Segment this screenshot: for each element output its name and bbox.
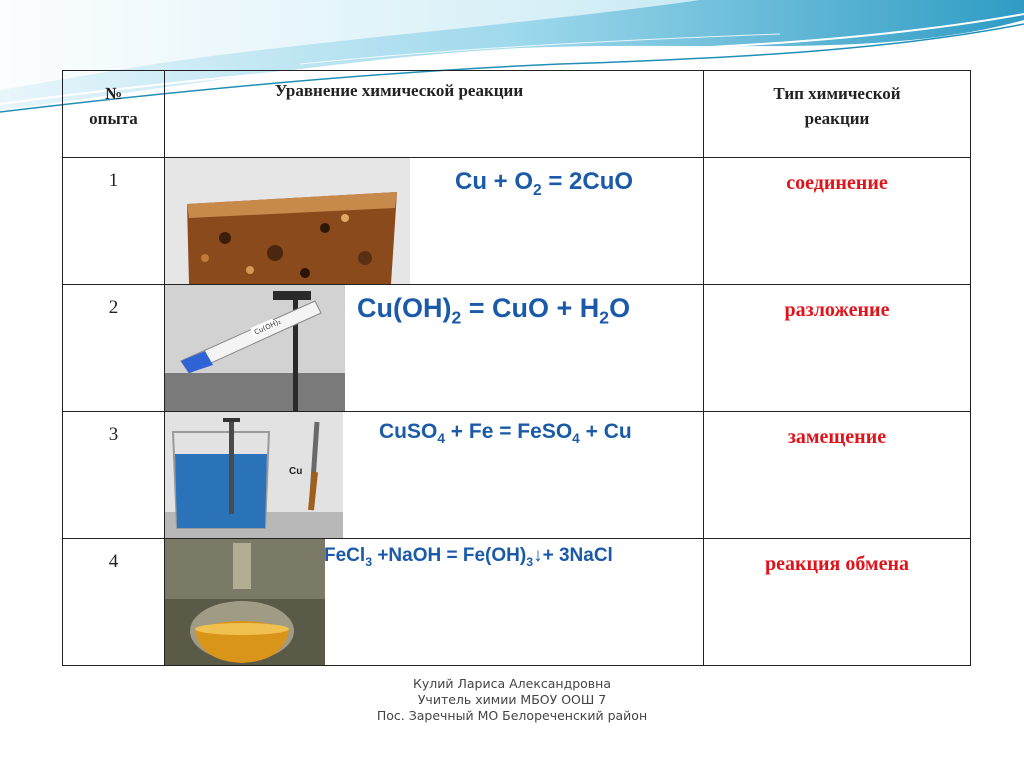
equation-text: [455, 168, 633, 200]
row-number-cell: [63, 539, 165, 666]
copper-plate-photo: [165, 158, 410, 284]
row-number: 4: [108, 551, 119, 572]
equation-part: Cu(OH): [357, 293, 452, 323]
row-type-cell: [704, 539, 971, 666]
reaction-type-label: реакция обмена: [764, 553, 909, 575]
header-type-line1: Тип химической: [773, 84, 901, 103]
equation-part: = 2CuO: [541, 168, 634, 195]
equation-part: Cu + O: [455, 168, 534, 195]
header-type-cell: [704, 71, 971, 158]
equation-part: + Fe = FeSO: [444, 420, 573, 443]
header-number-symbol: №: [104, 84, 123, 103]
table-header-row: [63, 71, 971, 158]
table-row: [63, 539, 971, 666]
tube-label: Cu(OH)₂: [253, 317, 283, 337]
equation-subscript: 2: [451, 307, 462, 328]
header-type-line2: реакции: [804, 109, 870, 128]
nail-in-solution-photo: [165, 412, 343, 538]
equation-part: + Cu: [579, 420, 632, 443]
equation-subscript: 3: [526, 554, 534, 569]
equation-part: O: [609, 293, 631, 323]
row-number-cell: [63, 285, 165, 412]
row-number: 1: [108, 170, 119, 191]
row-type-cell: [704, 285, 971, 412]
row-type-cell: [704, 158, 971, 285]
table-row: [63, 412, 971, 539]
reaction-type-label: замещение: [787, 426, 887, 448]
equation-text: [357, 293, 630, 328]
table-row: [63, 285, 971, 412]
table-row: [63, 158, 971, 285]
equation-subscript: 4: [437, 431, 445, 447]
flask-precipitate-photo: [165, 539, 325, 665]
equation-part: FeCl: [324, 545, 366, 566]
row-equation-cell: [165, 285, 704, 412]
header-equation-cell: [165, 71, 704, 158]
header-equation-label: Уравнение химической реакции: [274, 81, 524, 100]
reaction-type-label: соединение: [786, 172, 888, 194]
equation-text: [379, 420, 632, 446]
reactions-table: [62, 70, 971, 666]
row-equation-cell: [165, 158, 704, 285]
equation-subscript: 2: [599, 307, 610, 328]
row-equation-cell: [165, 539, 704, 666]
equation-text: [324, 545, 613, 569]
equation-subscript: 2: [533, 181, 542, 199]
header-number-word: опыта: [89, 109, 138, 128]
equation-subscript: 4: [572, 431, 580, 447]
reaction-type-label: разложение: [784, 299, 890, 321]
row-number: 3: [108, 424, 119, 445]
cu-photo-label: Cu: [289, 466, 303, 477]
test-tube-heating-photo: [165, 285, 345, 411]
author-location: Пос. Заречный МО Белореченский район: [376, 708, 648, 723]
equation-part: CuSO: [379, 420, 438, 443]
equation-part: = CuO + H: [461, 293, 600, 323]
row-type-cell: [704, 412, 971, 539]
header-number-cell: [63, 71, 165, 158]
author-footer: [0, 676, 1024, 724]
equation-subscript: 3: [365, 554, 373, 569]
equation-part: ↓+ 3NaCl: [533, 545, 613, 566]
equation-part: +NaOH = Fe(OH): [372, 545, 527, 566]
row-number-cell: [63, 412, 165, 539]
row-number: 2: [108, 297, 119, 318]
author-name: Кулий Лариса Александровна: [412, 676, 612, 691]
author-position: Учитель химии МБОУ ООШ 7: [417, 692, 607, 707]
row-equation-cell: [165, 412, 704, 539]
row-number-cell: [63, 158, 165, 285]
